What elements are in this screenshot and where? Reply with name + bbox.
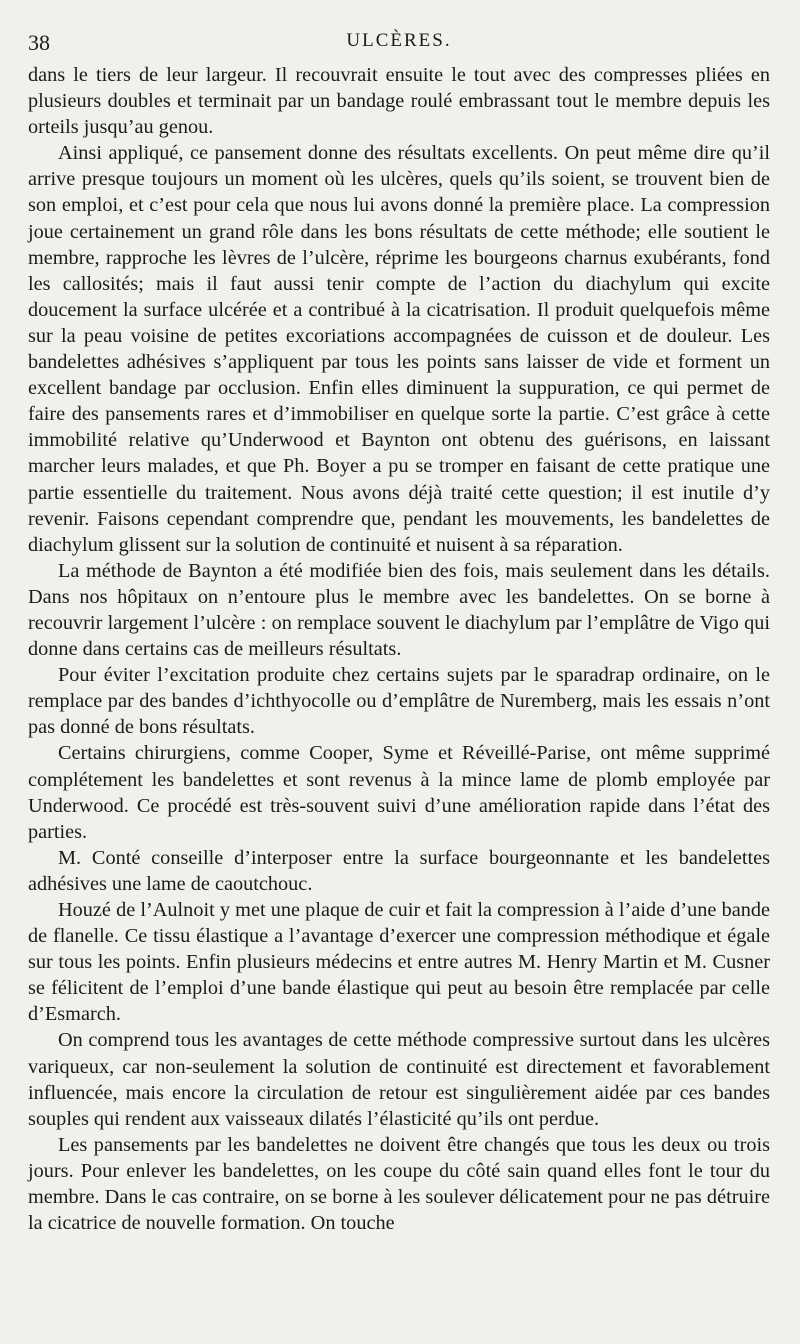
paragraph: La méthode de Baynton a été modifiée bien des fois, mais seulement dans les détails. Dans nos hôpitaux on n’entoure plus le membre avec les bandelettes. On se borne à recouvrir largement l’ulcère : on remplace souvent le diachylum par l’emplâtre de Vigo qui donne dans certains cas de meilleurs résultats. (28, 559, 770, 661)
paragraph: M. Conté conseille d’interposer entre la surface bourgeonnante et les bandelettes adhésives une lame de caoutchouc. (28, 846, 770, 895)
paragraph: Les pansements par les bandelettes ne doivent être changés que tous les deux ou trois jours. Pour enlever les bandelettes, on les coupe du côté sain quand elles font le tour du membre. Dans le cas contraire, on se borne à les soulever délicatement pour ne pas détruire la cicatrice de nouvelle formation. On touche (28, 1133, 770, 1235)
page-body (28, 62, 770, 1236)
paragraph: On comprend tous les avantages de cette méthode compressive surtout dans les ulcères variqueux, car non-seulement la solution de continuité est directement et favorablement influencée, mais encore la circulation de retour est singulièrement aidée par ces bandes souples qui rendent aux vaisseaux dilatés l’élasticité qu’ils ont perdue. (28, 1029, 770, 1130)
page-header (28, 28, 770, 62)
paragraph: Ainsi appliqué, ce pansement donne des résultats excellents. On peut même dire qu’il arrive presque toujours un moment où les ulcères, quels qu’ils soient, se trouvent bien de son emploi, et c’est pour cela que nous lui avons donné la première place. La compression joue certainement un grand rôle dans les bons résultats de cette méthode; elle soutient le membre, rapproche les lèvres de l’ulcère, réprime les bourgeons charnus exubérants, fond les callosités; mais il faut aussi tenir compte de l’action du diachylum qui excite doucement la surface ulcérée et a contribué à la cicatrisation. Il produit quelquefois même sur la peau voisine de petites excoriations accompagnées de cuisson et de douleur. Les bandelettes adhésives s’appliquent par tous les points sans laisser de vide et forment un excellent bandage par occlusion. Enfin elles diminuent la suppuration, ce qui permet de faire des pansements rares et d’immobiliser en quelque sorte la partie. C’est grâce à cette immobilité relative qu’Underwood et Baynton ont obtenu des guérisons, en laissant marcher leurs malades, et que Ph. Boyer a pu se tromper en faisant de cette pratique une partie essentielle du traitement. Nous avons déjà traité cette question; il est inutile d’y revenir. Faisons cependant comprendre que, pendant les mouvements, les bandelettes de diachylum glissent sur la solution de continuité et nuisent à sa réparation. (28, 142, 770, 556)
paragraph: Pour éviter l’excitation produite chez certains sujets par le sparadrap ordinaire, on le remplace par des bandes d’ichthyocolle ou d’emplâtre de Nuremberg, mais les essais n’ont pas donné de bons résultats. (28, 664, 770, 739)
page-number: 38 (28, 30, 50, 55)
paragraph: Houzé de l’Aulnoit y met une plaque de cuir et fait la compression à l’aide d’une bande de flanelle. Ce tissu élastique a l’avantage d’exercer une compression méthodique et égale sur tous les points. Enfin plusieurs médecins et entre autres M. Henry Martin et M. Cusner se félicitent de l’emploi d’une bande élastique qui peut au besoin être remplacée par celle d’Esmarch. (28, 899, 770, 1026)
paragraph: Certains chirurgiens, comme Cooper, Syme et Réveillé-Parise, ont même supprimé complétement les bandelettes et sont revenus à la mince lame de plomb employée par Underwood. Ce procédé est très-souvent suivi d’une amélioration rapide dans l’état des parties. (28, 742, 770, 843)
paragraph-continued: dans le tiers de leur largeur. Il recouvrait ensuite le tout avec des compresses pliées en plusieurs doubles et terminait par un bandage roulé embrassant tout le membre depuis les orteils jusqu’au genou. (28, 64, 770, 139)
running-title: ULCÈRES. (346, 30, 452, 51)
